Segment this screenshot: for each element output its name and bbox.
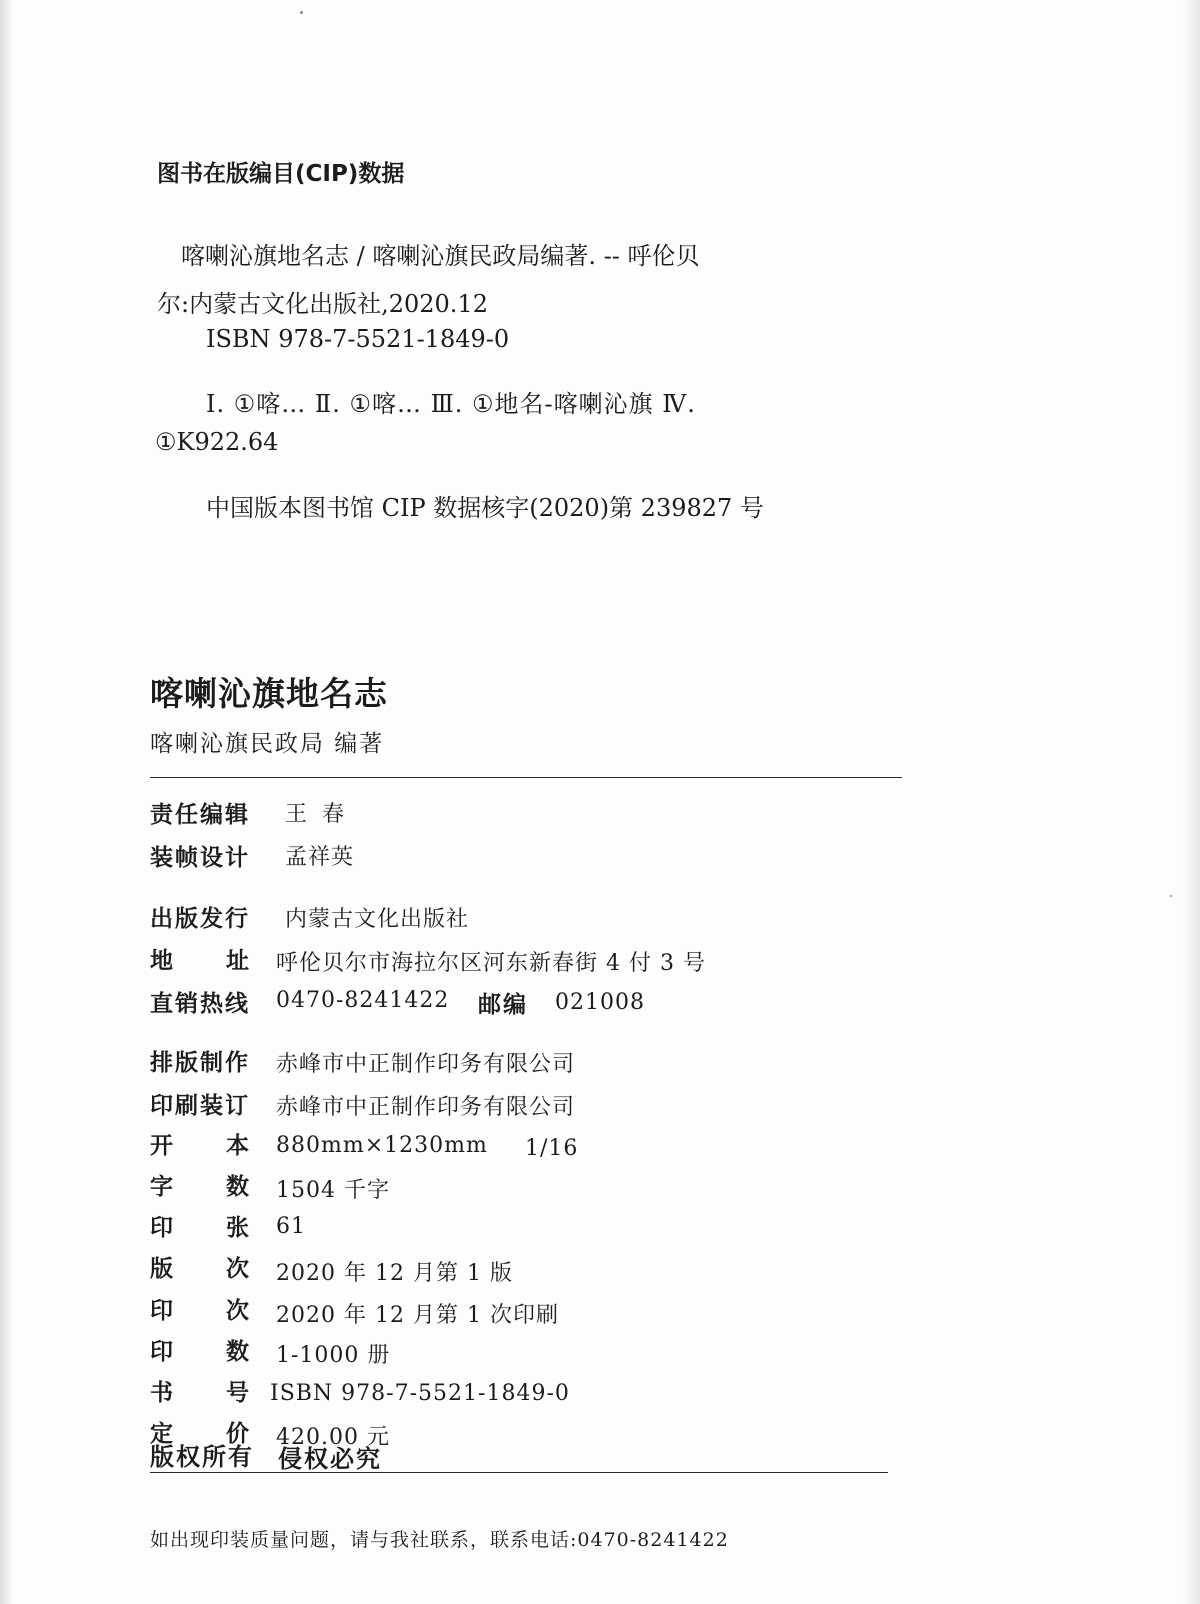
cip-classification-line: ①K922.64 (155, 428, 279, 456)
edition-value: 2020 年 12 月第 1 版 (276, 1261, 513, 1286)
cip-record-line-2: 尔:内蒙古文化出版社,2020.12 (157, 290, 488, 318)
page-edge-shadow-left (0, 0, 14, 1604)
price-value: 420.00 元 (276, 1425, 390, 1450)
format-value: 880mm×1230mm (276, 1133, 488, 1158)
publisher-label: 出版发行 (150, 906, 250, 932)
postcode-label: 邮编 (478, 992, 528, 1018)
quality-contact-note: 如出现印装质量问题，请与我社联系，联系电话:0470-8241422 (150, 1529, 729, 1551)
impression-value: 2020 年 12 月第 1 次印刷 (276, 1303, 559, 1328)
postcode-value: 021008 (555, 990, 645, 1015)
typesetting-value: 赤峰市中正制作印务有限公司 (276, 1052, 576, 1077)
publisher-value: 内蒙古文化出版社 (285, 907, 470, 932)
cip-isbn-line: ISBN 978-7-5521-1849-0 (206, 325, 510, 353)
editor-label: 责任编辑 (150, 802, 250, 828)
word-count-value: 1504 千字 (276, 1178, 390, 1203)
cip-heading: 图书在版编目(CIP)数据 (157, 161, 405, 187)
printing-label: 印刷装订 (150, 1093, 250, 1119)
printed-sheets-value: 61 (276, 1214, 306, 1239)
cip-verification-line: 中国版本图书馆 CIP 数据核字(2020)第 239827 号 (206, 494, 764, 522)
divider-bottom (150, 1472, 888, 1473)
hotline-value: 0470-8241422 (276, 988, 450, 1013)
address-value: 呼伦贝尔市海拉尔区河东新春街 4 付 3 号 (276, 951, 706, 976)
paper-speck (1170, 895, 1172, 897)
copyright-label: 版权所有 (150, 1443, 254, 1471)
book-title: 喀喇沁旗地名志 (150, 674, 388, 713)
isbn-value: ISBN 978-7-5521-1849-0 (270, 1381, 570, 1406)
editor-value: 王 春 (285, 802, 348, 827)
typesetting-label: 排版制作 (150, 1050, 250, 1076)
hotline-label: 直销热线 (150, 991, 250, 1017)
cip-record-line-1: 喀喇沁旗地名志 / 喀喇沁旗民政局编著. -- 呼伦贝 (181, 242, 700, 270)
design-label: 装帧设计 (150, 845, 250, 871)
page-edge-shadow-right (1182, 0, 1200, 1604)
printing-value: 赤峰市中正制作印务有限公司 (276, 1095, 576, 1120)
copyright-value: 侵权必究 (278, 1445, 382, 1473)
divider-top (150, 777, 902, 778)
paper-speck (300, 11, 303, 14)
design-value: 孟祥英 (285, 845, 355, 870)
cip-subject-line: Ⅰ. ①喀… Ⅱ. ①喀… Ⅲ. ①地名-喀喇沁旗 Ⅳ. (206, 390, 696, 418)
book-author: 喀喇沁旗民政局 编著 (150, 731, 385, 757)
print-run-value: 1-1000 册 (276, 1343, 391, 1368)
format-fraction: 1/16 (525, 1136, 579, 1161)
